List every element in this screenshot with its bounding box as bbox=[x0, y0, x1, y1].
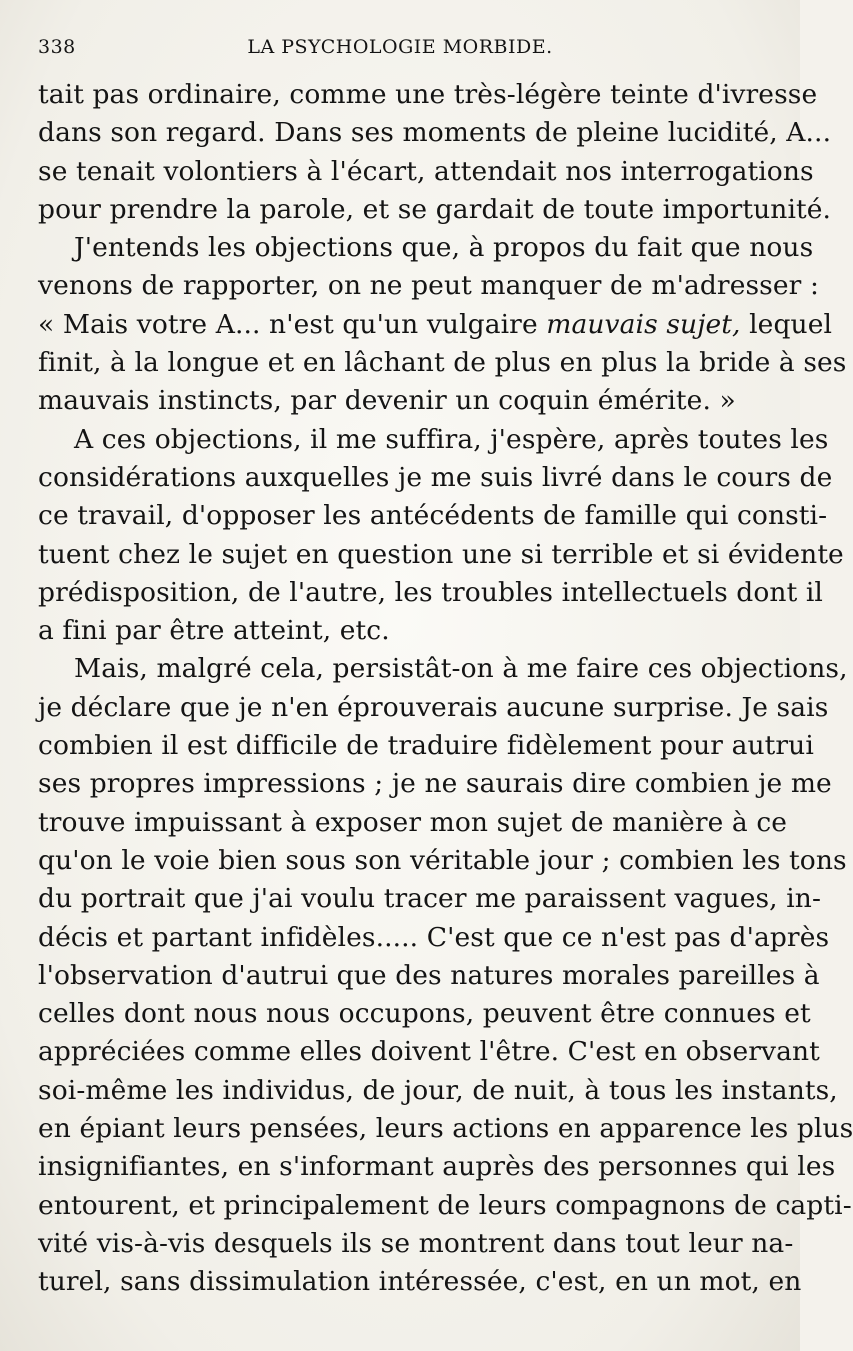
text-line: soi-même les individus, de jour, de nuit, à tous les instants, bbox=[38, 1074, 838, 1106]
page-header bbox=[38, 36, 762, 66]
text-line: dans son regard. Dans ses moments de pleine lucidité, A... bbox=[38, 117, 832, 149]
text-line: entourent, et principalement de leurs compagnons de capti- bbox=[38, 1189, 852, 1221]
text-line: en épiant leurs pensées, leurs actions en apparence les plus bbox=[38, 1113, 853, 1145]
text-line: l'observation d'autrui que des natures morales pareilles à bbox=[38, 959, 820, 991]
line-text-start: « Mais votre A... n'est qu'un vulgaire bbox=[38, 308, 547, 340]
paragraph bbox=[38, 229, 847, 420]
text-line: insignifiantes, en s'informant auprès des personnes qui les bbox=[38, 1151, 836, 1183]
text-line: J'entends les objections que, à propos du fait que nous bbox=[74, 232, 814, 264]
italic-phrase: mauvais sujet, bbox=[546, 308, 741, 340]
page-number: 338 bbox=[38, 36, 76, 58]
text-line: finit, à la longue et en lâchant de plus en plus la bride à ses bbox=[38, 347, 847, 379]
text-line: A ces objections, il me suffira, j'espère, après toutes les bbox=[74, 423, 829, 455]
text-line: a fini par être atteint, etc. bbox=[38, 615, 390, 647]
text-line: vité vis-à-vis desquels ils se montrent dans tout leur na- bbox=[38, 1227, 794, 1259]
text-line: prédisposition, de l'autre, les troubles intellectuels dont il bbox=[38, 576, 823, 608]
text-line: ce travail, d'opposer les antécédents de famille qui consti- bbox=[38, 500, 828, 532]
text-line: ses propres impressions ; je ne saurais dire combien je me bbox=[38, 768, 832, 800]
text-line: mauvais instincts, par devenir un coquin émérite. » bbox=[38, 385, 736, 417]
paragraph bbox=[38, 76, 832, 229]
paragraph bbox=[38, 421, 844, 651]
text-line: celles dont nous nous occupons, peuvent être connues et bbox=[38, 998, 811, 1030]
text-line: du portrait que j'ai voulu tracer me paraissent vagues, in- bbox=[38, 883, 822, 915]
text-line: qu'on le voie bien sous son véritable jour ; combien les tons bbox=[38, 844, 847, 876]
text-line: appréciées comme elles doivent l'être. C'est en observant bbox=[38, 1036, 820, 1068]
body-text bbox=[38, 76, 853, 1302]
running-title: LA PSYCHOLOGIE MORBIDE. bbox=[247, 36, 553, 58]
text-line: tait pas ordinaire, comme une très-légère teinte d'ivresse bbox=[38, 79, 818, 110]
text-line: se tenait volontiers à l'écart, attendait nos interrogations bbox=[38, 155, 814, 187]
paragraph bbox=[38, 650, 853, 1301]
text-line: tuent chez le sujet en question une si terrible et si évidente bbox=[38, 538, 844, 570]
text-line: pour prendre la parole, et se gardait de toute importunité. bbox=[38, 193, 832, 225]
text-line: considérations auxquelles je me suis livré dans le cours de bbox=[38, 461, 833, 493]
line-text-end: lequel bbox=[740, 308, 833, 340]
text-line: Mais, malgré cela, persistât-on à me faire ces objections, bbox=[74, 653, 848, 685]
text-line: trouve impuissant à exposer mon sujet de manière à ce bbox=[38, 806, 788, 838]
text-line: je déclare que je n'en éprouverais aucune surprise. Je sais bbox=[38, 691, 829, 723]
text-line: combien il est difficile de traduire fidèlement pour autrui bbox=[38, 730, 814, 762]
text-line bbox=[38, 306, 833, 344]
text-line: venons de rapporter, on ne peut manquer de m'adresser : bbox=[38, 270, 819, 302]
text-line: turel, sans dissimulation intéressée, c'est, en un mot, en bbox=[38, 1266, 802, 1298]
text-line: décis et partant infidèles..... C'est que ce n'est pas d'après bbox=[38, 921, 830, 953]
